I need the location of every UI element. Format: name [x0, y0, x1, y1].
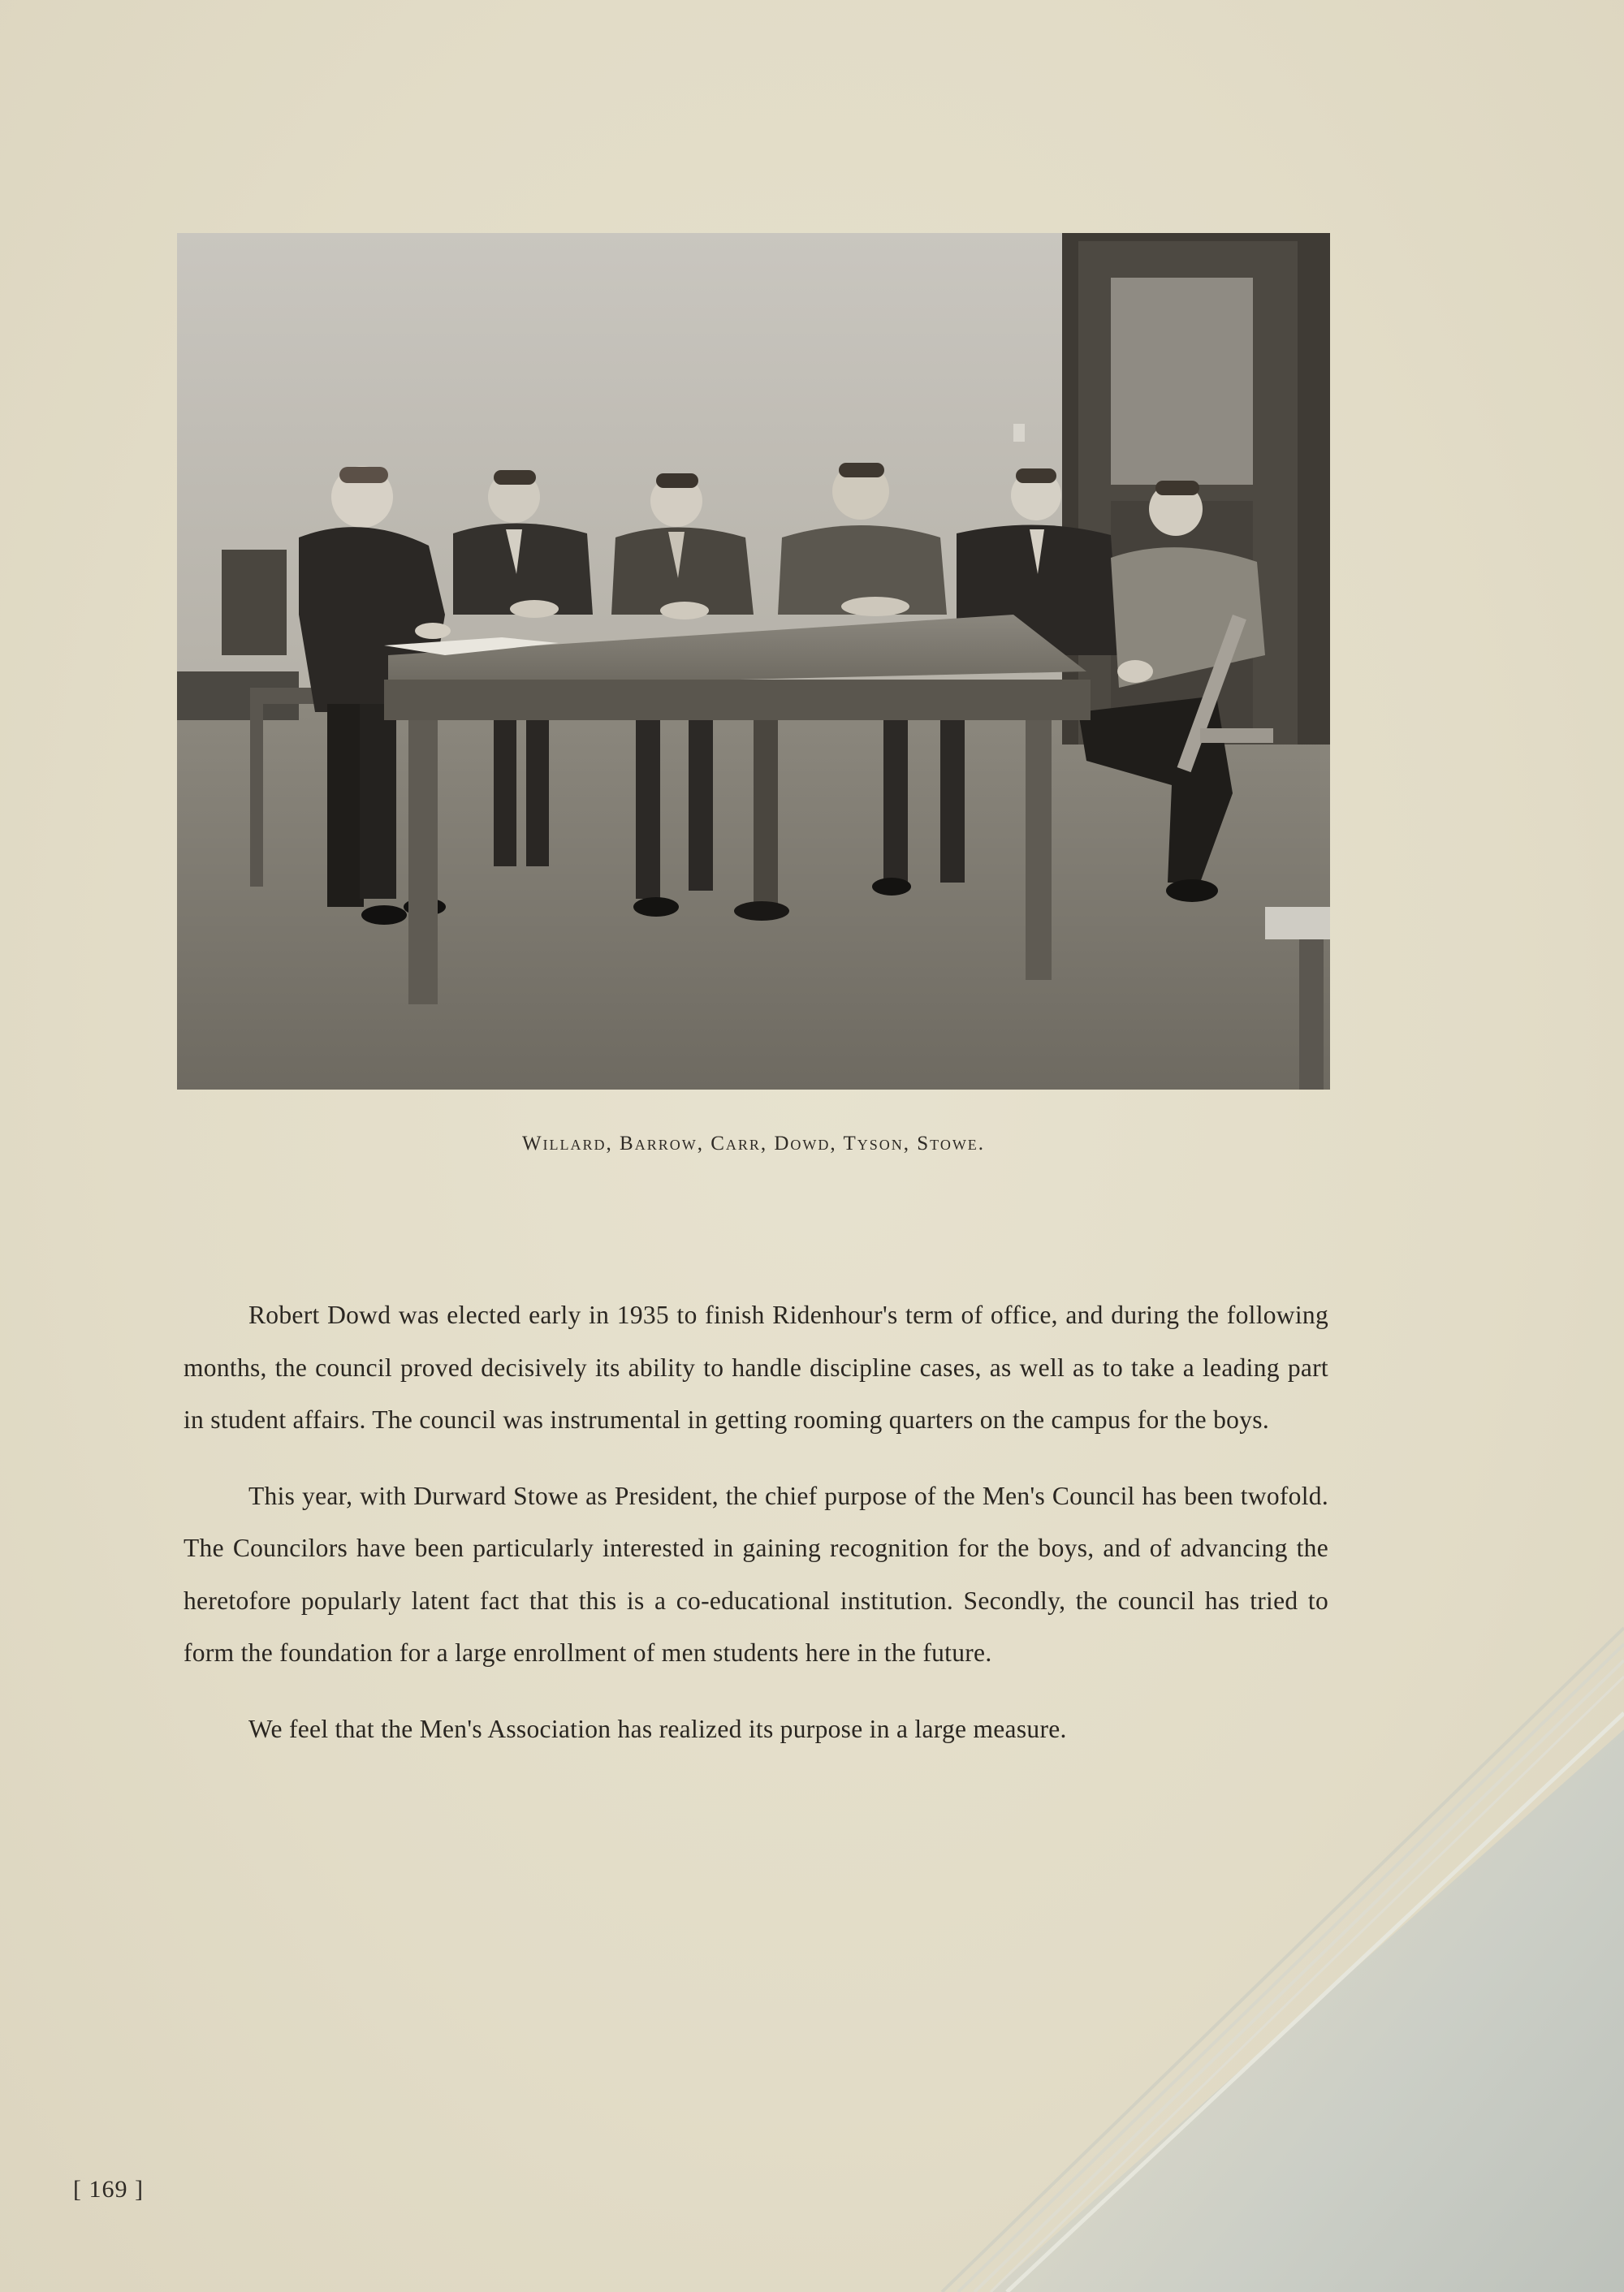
photo-caption: Willard, Barrow, Carr, Dowd, Tyson, Stowe. — [521, 1133, 986, 1155]
paragraph: This year, with Durward Stowe as President, the chief purpose of the Men's Council has been twofold. The Councilors have been particularly interested in gaining recognition for the boys, and of advancing the heretofore popularly latent fact that this is a co-educational institution. Secondly, the council has tried to form the foundation for a large enrollment of men students here in the future. — [184, 1481, 1328, 1667]
paragraph: We feel that the Men's Association has realized its purpose in a large measure. — [248, 1714, 1067, 1743]
page-number: [ 169 ] — [73, 2176, 144, 2203]
paragraph: Robert Dowd was elected early in 1935 to finish Ridenhour's term of office, and during the following months, the council proved decisively its ability to handle discipline cases, as well as to take a leading part in student affairs. The council was instrumental in getting rooming quarters on the campus for the boys. — [184, 1301, 1328, 1434]
group-photo-icon — [177, 233, 1330, 1090]
group-photo — [177, 233, 1330, 1090]
article-body — [184, 1289, 1328, 1779]
